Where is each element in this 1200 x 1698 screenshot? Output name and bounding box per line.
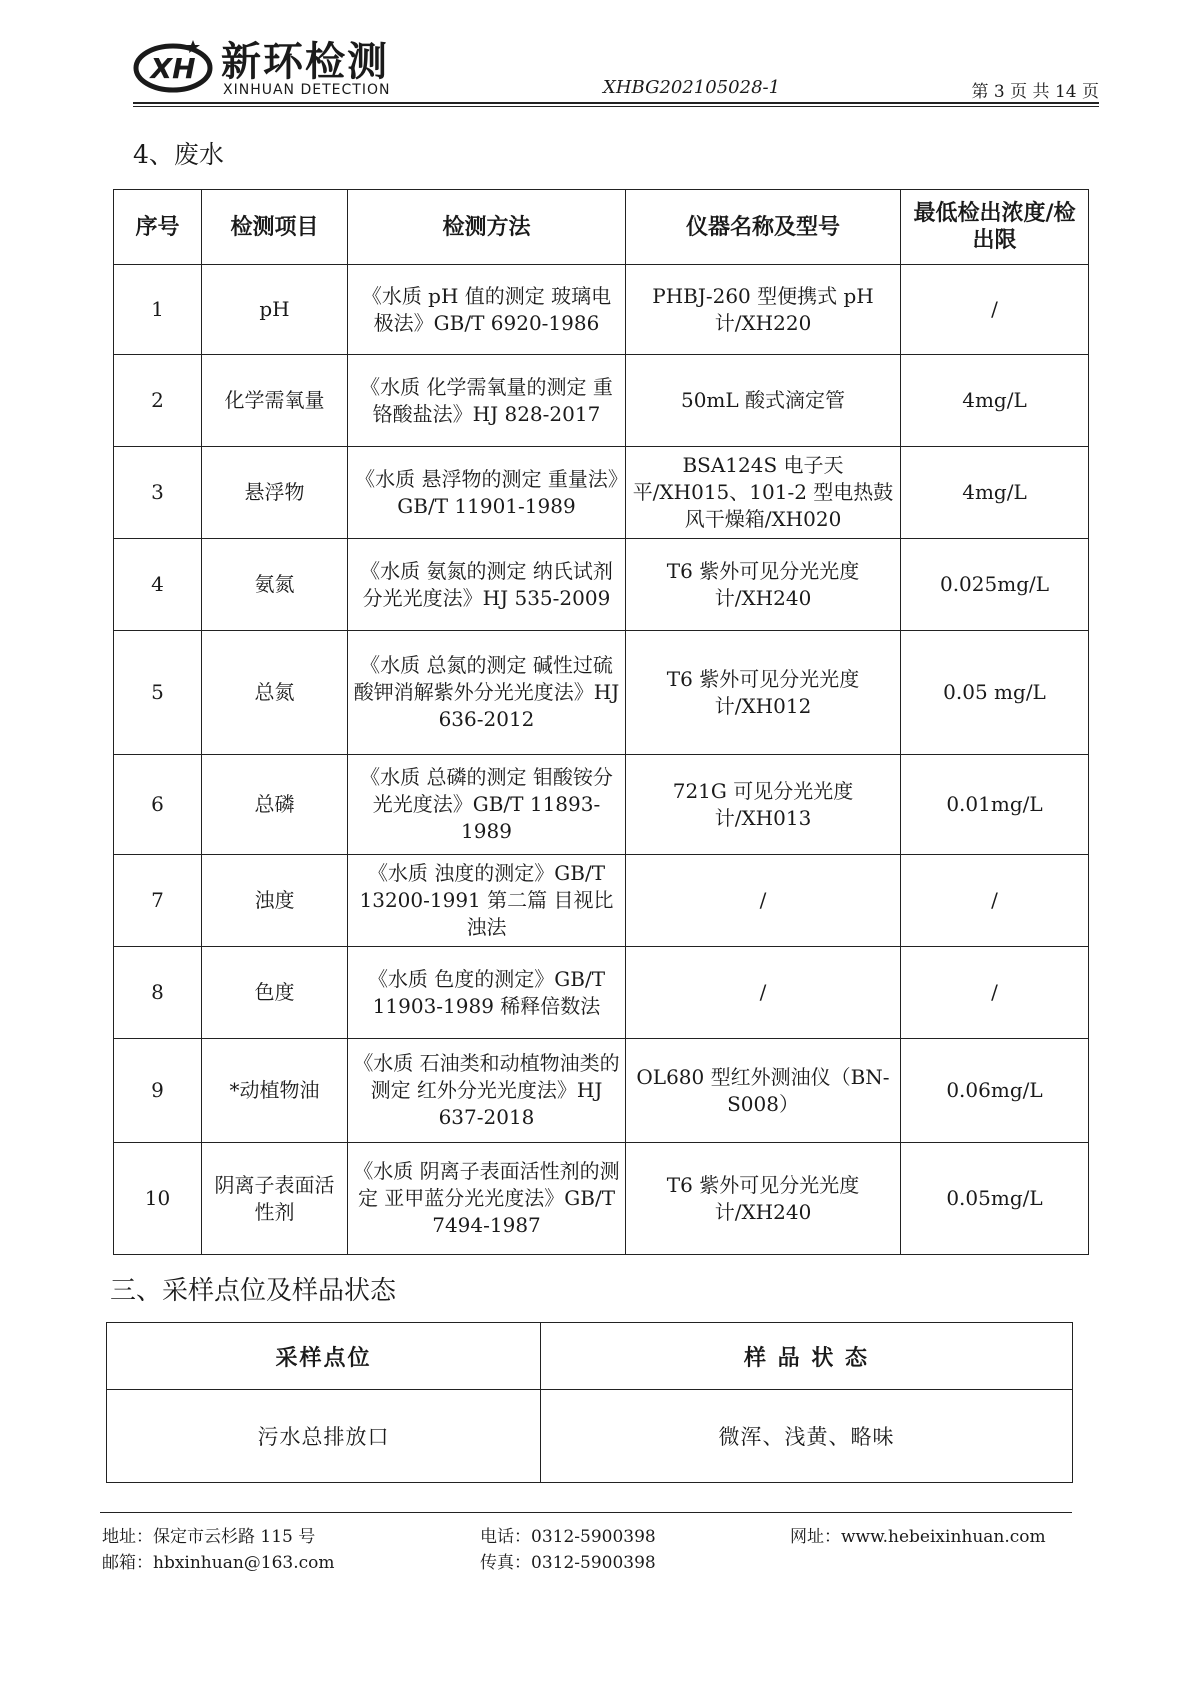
footer-contact-middle — [480, 1524, 656, 1576]
column-header: 仪器名称及型号 — [626, 190, 901, 265]
test-item: *动植物油 — [202, 1039, 348, 1143]
table-row — [114, 1039, 1089, 1143]
detection-limit: 4mg/L — [901, 447, 1089, 539]
column-header: 检测项目 — [202, 190, 348, 265]
instrument: / — [626, 947, 901, 1039]
test-method: 《水质 石油类和动植物油类的测定 红外分光光度法》HJ 637-2018 — [348, 1039, 626, 1143]
section-title-wastewater: 4、废水 — [133, 140, 224, 169]
column-header-state: 样 品 状 态 — [541, 1323, 1073, 1390]
column-header: 检测方法 — [348, 190, 626, 265]
detection-limit: / — [901, 947, 1089, 1039]
table-row — [114, 755, 1089, 855]
test-method: 《水质 化学需氧量的测定 重铬酸盐法》HJ 828-2017 — [348, 355, 626, 447]
instrument: T6 紫外可见分光光度计/XH012 — [626, 631, 901, 755]
row-number: 7 — [114, 855, 202, 947]
row-number: 3 — [114, 447, 202, 539]
detection-limit: 0.05 mg/L — [901, 631, 1089, 755]
instrument: PHBJ-260 型便携式 pH 计/XH220 — [626, 265, 901, 355]
instrument: 721G 可见分光光度计/XH013 — [626, 755, 901, 855]
detection-limit: / — [901, 265, 1089, 355]
test-item: 化学需氧量 — [202, 355, 348, 447]
footer-fax: 传真：0312-5900398 — [480, 1553, 656, 1573]
detection-limit: / — [901, 855, 1089, 947]
company-logo-icon — [133, 38, 213, 94]
detection-limit: 0.025mg/L — [901, 539, 1089, 631]
column-header-site: 采样点位 — [107, 1323, 541, 1390]
logo-mark-text: XH — [150, 52, 196, 85]
logo-chinese-name: 新环检测 — [221, 39, 389, 85]
test-method: 《水质 色度的测定》GB/T 11903-1989 稀释倍数法 — [348, 947, 626, 1039]
sample-state: 微浑、浅黄、略味 — [541, 1390, 1073, 1483]
column-header: 序号 — [114, 190, 202, 265]
test-method: 《水质 总磷的测定 钼酸铵分光光度法》GB/T 11893-1989 — [348, 755, 626, 855]
footer-address: 地址：保定市云杉路 115 号 — [102, 1527, 316, 1547]
sampling-site: 污水总排放口 — [107, 1390, 541, 1483]
table-row — [114, 447, 1089, 539]
table-row — [114, 631, 1089, 755]
test-method: 《水质 阴离子表面活性剂的测定 亚甲蓝分光光度法》GB/T 7494-1987 — [348, 1143, 626, 1255]
test-item: 悬浮物 — [202, 447, 348, 539]
row-number: 5 — [114, 631, 202, 755]
report-number: XHBG202105028-1 — [603, 77, 781, 98]
instrument: T6 紫外可见分光光度计/XH240 — [626, 1143, 901, 1255]
test-methods-table — [113, 189, 1089, 1255]
table-row — [114, 947, 1089, 1039]
column-header: 最低检出浓度/检出限 — [901, 190, 1089, 265]
table-header-row — [114, 190, 1089, 265]
test-item: 总磷 — [202, 755, 348, 855]
section-title-sampling: 三、采样点位及样品状态 — [110, 1276, 397, 1306]
test-method: 《水质 浊度的测定》GB/T 13200-1991 第二篇 目视比浊法 — [348, 855, 626, 947]
table-row — [114, 855, 1089, 947]
logo-english-name: XINHUAN DETECTION — [223, 82, 391, 98]
sampling-table — [106, 1322, 1073, 1483]
test-item: 总氮 — [202, 631, 348, 755]
test-item: pH — [202, 265, 348, 355]
test-method: 《水质 pH 值的测定 玻璃电极法》GB/T 6920-1986 — [348, 265, 626, 355]
footer-email: 邮箱：hbxinhuan@163.com — [102, 1553, 335, 1573]
test-item: 浊度 — [202, 855, 348, 947]
instrument: / — [626, 855, 901, 947]
row-number: 2 — [114, 355, 202, 447]
table-row — [114, 355, 1089, 447]
table-header-row — [107, 1323, 1073, 1390]
detection-limit: 0.06mg/L — [901, 1039, 1089, 1143]
row-number: 9 — [114, 1039, 202, 1143]
row-number: 4 — [114, 539, 202, 631]
instrument: BSA124S 电子天平/XH015、101-2 型电热鼓风干燥箱/XH020 — [626, 447, 901, 539]
page-header — [133, 34, 1099, 104]
test-method: 《水质 总氮的测定 碱性过硫酸钾消解紫外分光光度法》HJ 636-2012 — [348, 631, 626, 755]
test-item: 色度 — [202, 947, 348, 1039]
row-number: 6 — [114, 755, 202, 855]
row-number: 10 — [114, 1143, 202, 1255]
detection-limit: 0.01mg/L — [901, 755, 1089, 855]
table-row — [114, 265, 1089, 355]
table-row — [114, 1143, 1089, 1255]
detection-limit: 0.05mg/L — [901, 1143, 1089, 1255]
footer-website: 网址：www.hebeixinhuan.com — [790, 1527, 1046, 1547]
page-number: 第 3 页 共 14 页 — [971, 82, 1099, 102]
test-item: 氨氮 — [202, 539, 348, 631]
footer-contact-right — [790, 1524, 1046, 1550]
detection-limit: 4mg/L — [901, 355, 1089, 447]
header-divider — [133, 102, 1099, 107]
test-method: 《水质 氨氮的测定 纳氏试剂分光光度法》HJ 535-2009 — [348, 539, 626, 631]
footer-contact-left — [102, 1524, 335, 1576]
test-method: 《水质 悬浮物的测定 重量法》GB/T 11901-1989 — [348, 447, 626, 539]
instrument: OL680 型红外测油仪（BN-S008） — [626, 1039, 901, 1143]
footer-phone: 电话：0312-5900398 — [480, 1527, 656, 1547]
table-row — [114, 539, 1089, 631]
footer-divider — [100, 1512, 1072, 1513]
instrument: T6 紫外可见分光光度计/XH240 — [626, 539, 901, 631]
test-item: 阴离子表面活性剂 — [202, 1143, 348, 1255]
instrument: 50mL 酸式滴定管 — [626, 355, 901, 447]
row-number: 1 — [114, 265, 202, 355]
row-number: 8 — [114, 947, 202, 1039]
table-row — [107, 1390, 1073, 1483]
